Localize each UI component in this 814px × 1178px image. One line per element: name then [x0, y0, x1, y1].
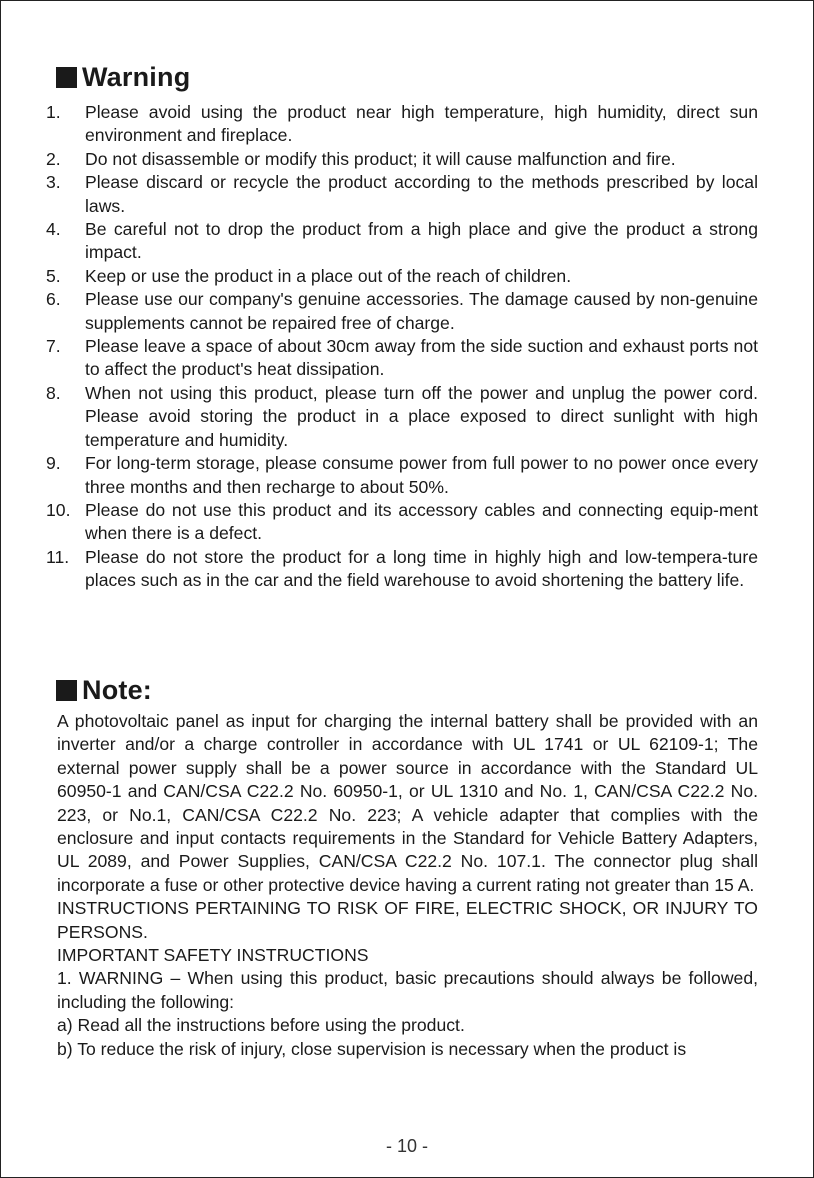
warning-item [46, 546, 758, 593]
note-paragraph: INSTRUCTIONS PERTAINING TO RISK OF FIRE, ELECTRIC SHOCK, OR INJURY TO PERSONS. [57, 898, 758, 942]
warning-item [46, 101, 758, 148]
item-number: 11. [46, 546, 70, 567]
item-text: Please leave a space of about 30cm away from the side suction and exhaust ports not to affect the product's heat dissipation. [85, 336, 758, 380]
item-text: Do not disassemble or modify this product; it will cause malfunction and fire. [85, 148, 676, 169]
warning-item [46, 288, 758, 335]
item-number: 9. [46, 453, 61, 474]
note-paragraph: A photovoltaic panel as input for charging the internal battery shall be provided with an inverter and/or a charge controller in accordance with UL 1741 or UL 62109-1; The external power supply shall be a power source in accordance with the Standard UL 60950-1 and CAN/CSA C22.2 No. 60950-1, or UL 1310 and No. 1, CAN/CSA C22.2 No. 223, or No.1, CAN/CSA C22.2 No. 223; A vehicle adapter that complies with the enclosure and input contacts requirements in the Standard for Vehicle Battery Adapters, UL 2089, and Power Supplies, CAN/CSA C22.2 No. 107.1. The connector plug shall incorporate a fuse or other protective device having a current rating not greater than 15 A. [57, 711, 758, 895]
item-number: 5. [46, 265, 61, 286]
item-text: Please do not use this product and its accessory cables and connecting equip-ment when there is a defect. [85, 499, 758, 544]
warning-item [46, 148, 758, 171]
warning-item [46, 265, 758, 288]
warning-item [46, 171, 758, 218]
item-text: Keep or use the product in a place out of the reach of children. [85, 265, 572, 286]
note-body [57, 710, 758, 1061]
warning-item [46, 218, 758, 265]
note-heading-text: Note: [82, 675, 152, 705]
item-number: 7. [46, 336, 61, 357]
item-number: 10. [46, 499, 71, 520]
item-text: Be careful not to drop the product from a high place and give the product a strong impact. [85, 219, 758, 263]
warning-item [46, 335, 758, 382]
item-number: 4. [46, 219, 61, 240]
note-paragraph: a) Read all the instructions before using the product. [57, 1015, 465, 1036]
item-text: Please do not store the product for a long time in highly high and low-tempera-ture places such as in the car and the field warehouse to avoid shortening the battery life. [85, 546, 758, 591]
item-number: 2. [46, 148, 61, 169]
note-paragraph: b) To reduce the risk of injury, close supervision is necessary when the product is [57, 1038, 687, 1059]
warning-heading [56, 62, 190, 93]
page-number: - 10 - [385, 1136, 428, 1156]
item-text: Please use our company's genuine accessories. The damage caused by non-genuine supplements cannot be repaired free of charge. [85, 289, 758, 333]
warning-item [46, 382, 758, 452]
note-heading [56, 675, 152, 706]
item-text: When not using this product, please turn off the power and unplug the power cord. Please avoid storing the product in a place exposed to direct sunlight with high temperature and humidity. [85, 382, 758, 450]
warning-item [46, 452, 758, 499]
item-text: Please discard or recycle the product according to the methods prescribed by local laws. [85, 172, 758, 216]
item-number: 8. [46, 382, 61, 403]
item-number: 1. [46, 102, 61, 122]
item-text: Please avoid using the product near high temperature, high humidity, direct sun environment and fireplace. [85, 102, 758, 146]
warning-item [46, 499, 758, 546]
square-bullet-icon [56, 67, 77, 88]
note-paragraph: IMPORTANT SAFETY INSTRUCTIONS [57, 945, 369, 966]
item-number: 6. [46, 289, 61, 310]
item-number: 3. [46, 172, 61, 193]
square-bullet-icon [56, 680, 77, 701]
warning-list [46, 101, 758, 593]
warning-heading-text: Warning [82, 62, 191, 92]
item-text: For long-term storage, please consume power from full power to no power once every three months and then recharge to about 50%. [85, 453, 758, 497]
note-paragraph: 1. WARNING – When using this product, basic precautions should always be followed, including the following: [57, 968, 758, 1012]
